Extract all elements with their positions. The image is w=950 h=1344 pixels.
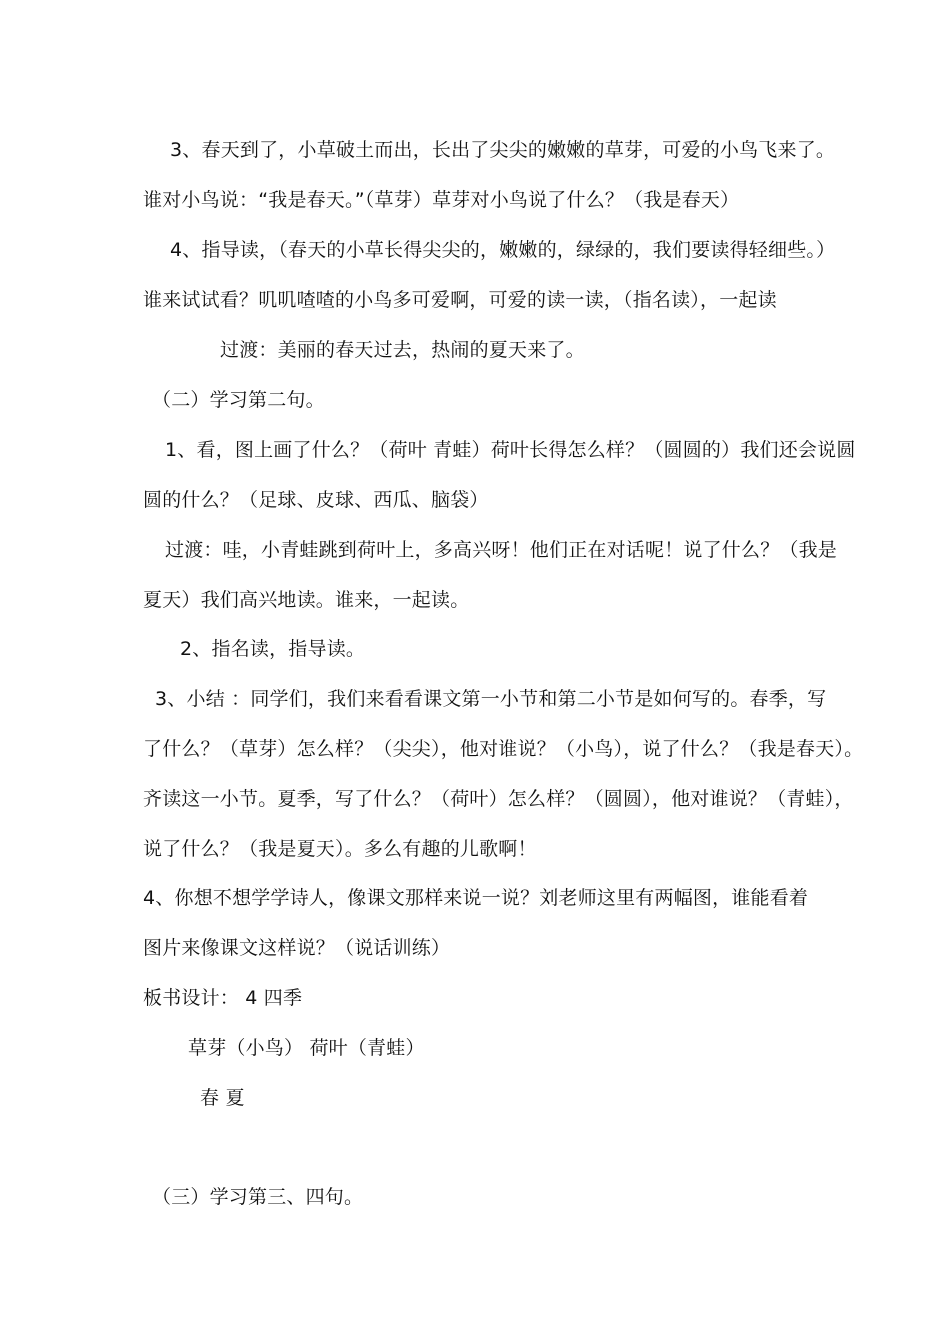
text-line: 2、指名读，指导读。 — [180, 638, 366, 660]
text-line: 夏天）我们高兴地读。谁来，一起读。 — [143, 589, 470, 611]
text-line: 3、春天到了，小草破土而出，长出了尖尖的嫩嫩的草芽，可爱的小鸟飞来了。 — [170, 139, 836, 161]
text-line: 谁对小鸟说：“我是春天。”（草芽）草芽对小鸟说了什么？（我是春天） — [143, 189, 740, 211]
text-line: 4、指导读，（春天的小草长得尖尖的，嫩嫩的，绿绿的，我们要读得轻细些。） — [170, 239, 836, 261]
section-heading: （二）学习第二句。 — [152, 389, 325, 411]
text-line: 过渡：美丽的春天过去，热闹的夏天来了。 — [220, 339, 585, 361]
text-line: 齐读这一小节。夏季，写了什么？（荷叶）怎么样？（圆圆），他对谁说？（青蛙）， — [143, 788, 854, 810]
section-heading: （三）学习第三、四句。 — [152, 1186, 364, 1208]
text-line: 了什么？（草芽）怎么样？（尖尖），他对谁说？（小鸟），说了什么？（我是春天）。 — [143, 738, 864, 760]
text-line: 说了什么？（我是夏天）。多么有趣的儿歌啊！ — [143, 838, 537, 860]
text-line: 过渡：哇，小青蛙跳到荷叶上，多高兴呀！他们正在对话呢！说了什么？（我是 — [165, 539, 838, 561]
board-design-title: 板书设计： 4 四季 — [143, 987, 303, 1009]
text-line: 4、你想不想学学诗人，像课文那样来说一说？刘老师这里有两幅图，谁能看着 — [143, 887, 809, 909]
text-line: 图片来像课文这样说？（说话训练） — [143, 937, 451, 959]
board-design-row: 草芽（小鸟） 荷叶（青蛙） — [188, 1037, 425, 1059]
text-line: 圆的什么？（足球、皮球、西瓜、脑袋） — [143, 489, 489, 511]
text-line: 1、看，图上画了什么？（荷叶 青蛙）荷叶长得怎么样？（圆圆的）我们还会说圆 — [165, 439, 856, 461]
text-line: 3、小结 ：同学们，我们来看看课文第一小节和第二小节是如何写的。春季，写 — [155, 688, 827, 710]
board-design-row: 春 夏 — [200, 1087, 245, 1109]
text-line: 谁来试试看？叽叽喳喳的小鸟多可爱啊，可爱的读一读，（指名读），一起读 — [143, 289, 777, 311]
